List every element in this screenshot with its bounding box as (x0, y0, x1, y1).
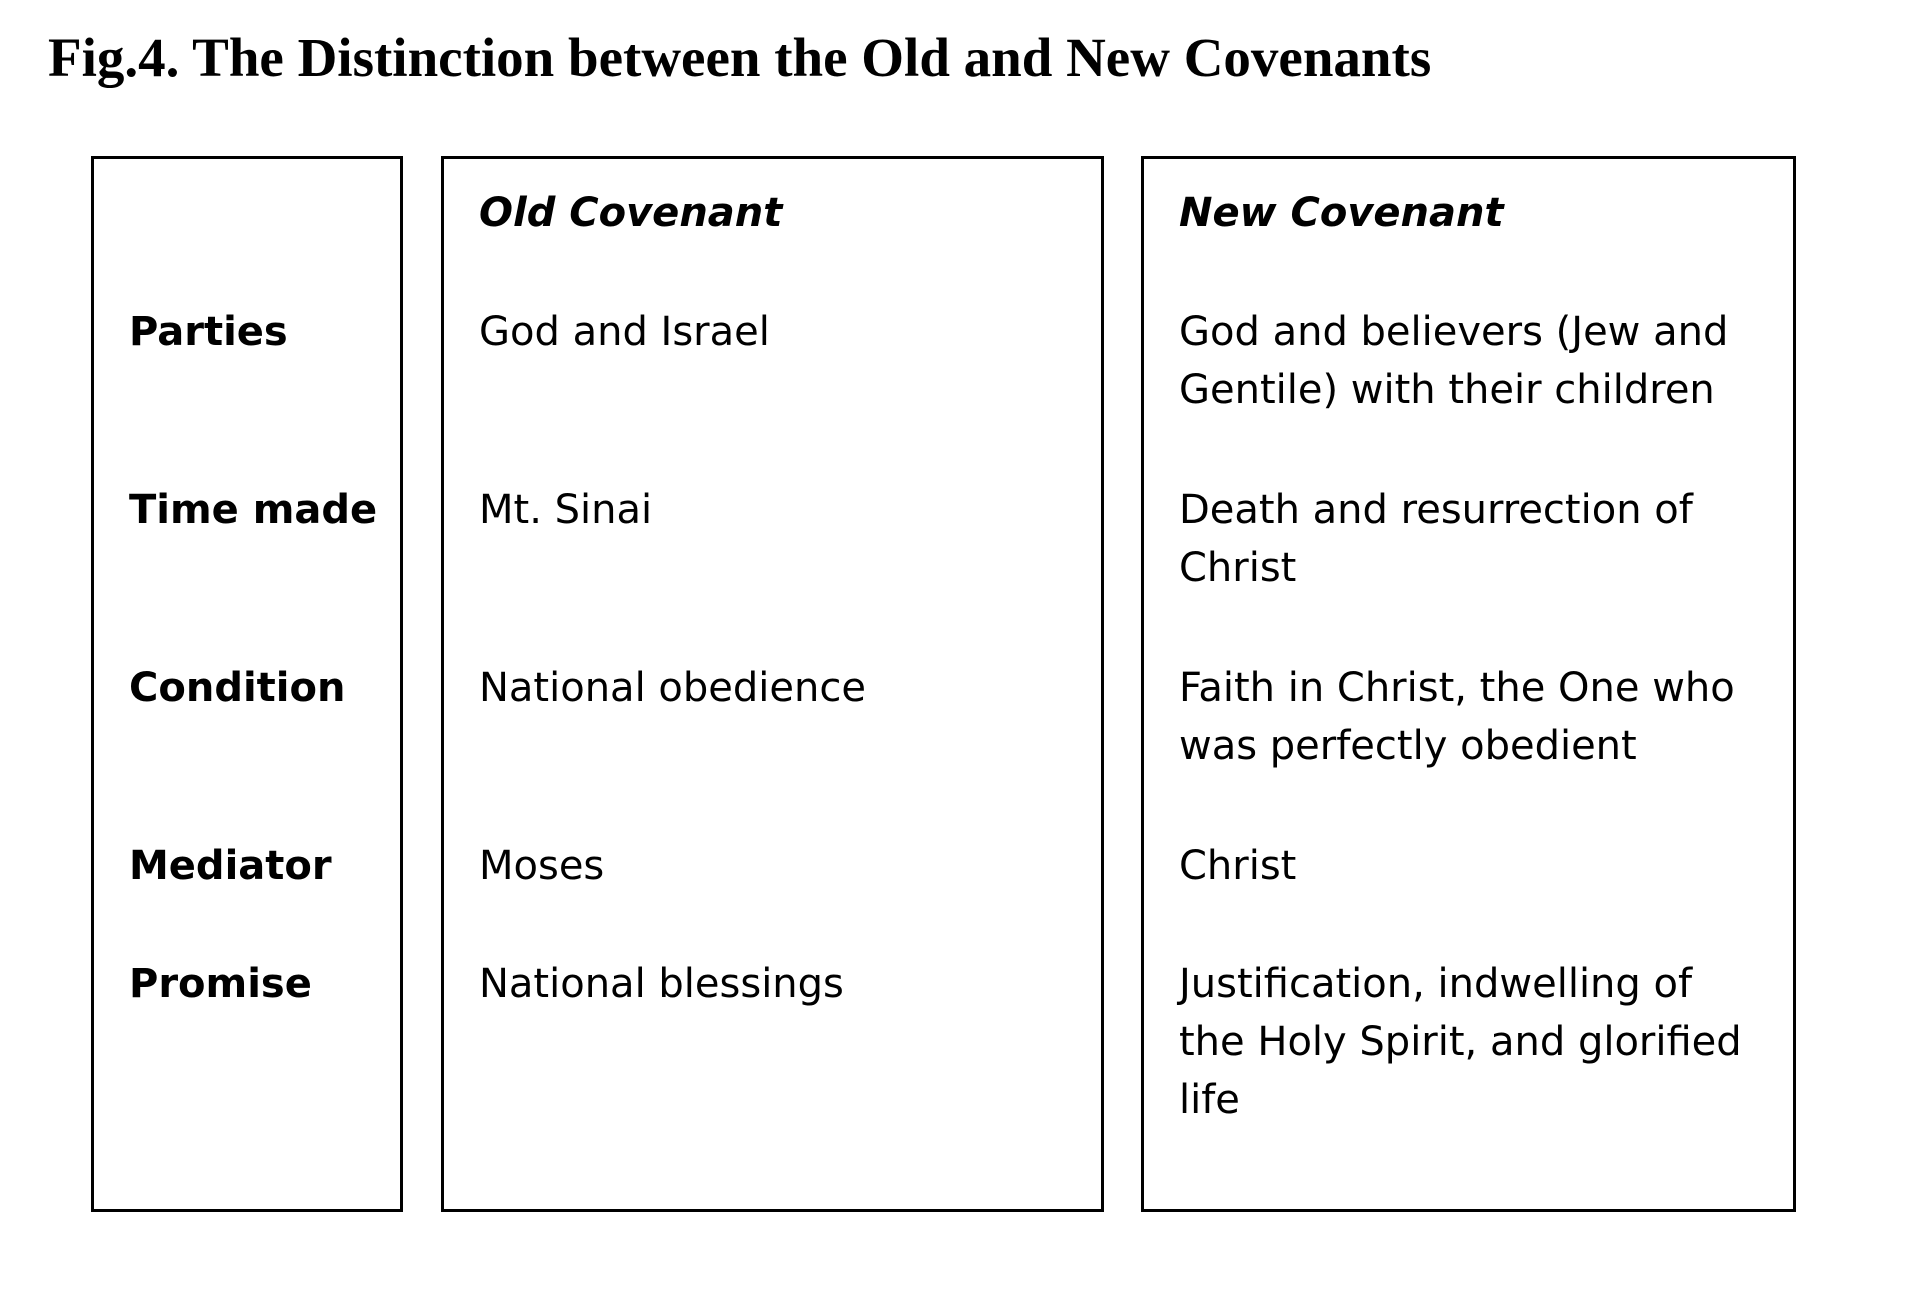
text-line: Faith in Christ, the One who (1179, 665, 1735, 711)
text-line: Justification, indwelling of (1179, 961, 1693, 1007)
new-covenant-heading: New Covenant (1179, 190, 1504, 236)
old-covenant-heading: Old Covenant (479, 190, 783, 236)
new-mediator-cell (1179, 837, 1296, 895)
old-condition-cell: National obedience (479, 665, 866, 711)
row-labels-box (91, 156, 403, 1212)
old-promise-cell: National blessings (479, 961, 844, 1007)
text-line: Christ (1179, 545, 1297, 591)
figure-title: Fig.4. The Distinction between the Old and New Covenants (48, 27, 1432, 88)
row-label-mediator: Mediator (129, 843, 332, 889)
old-mediator-cell: Moses (479, 843, 605, 889)
new-time-made-cell (1179, 481, 1693, 597)
new-covenant-box (1141, 156, 1796, 1212)
old-covenant-box (441, 156, 1104, 1212)
text-line: Death and resurrection of (1179, 487, 1693, 533)
row-label-promise: Promise (129, 961, 312, 1007)
text-line: life (1179, 1077, 1240, 1123)
row-label-parties: Parties (129, 309, 288, 355)
text-line: God and believers (Jew and (1179, 309, 1729, 355)
new-condition-cell (1179, 659, 1735, 775)
row-label-time-made: Time made (129, 487, 378, 533)
text-line: was perfectly obedient (1179, 723, 1637, 769)
old-time-made-cell: Mt. Sinai (479, 487, 653, 533)
text-line: Gentile) with their children (1179, 367, 1715, 413)
row-label-condition: Condition (129, 665, 346, 711)
new-parties-cell (1179, 303, 1728, 419)
text-line: Christ (1179, 843, 1297, 889)
old-parties-cell: God and Israel (479, 309, 770, 355)
new-promise-cell (1179, 955, 1742, 1129)
text-line: the Holy Spirit, and glorified (1179, 1019, 1742, 1065)
